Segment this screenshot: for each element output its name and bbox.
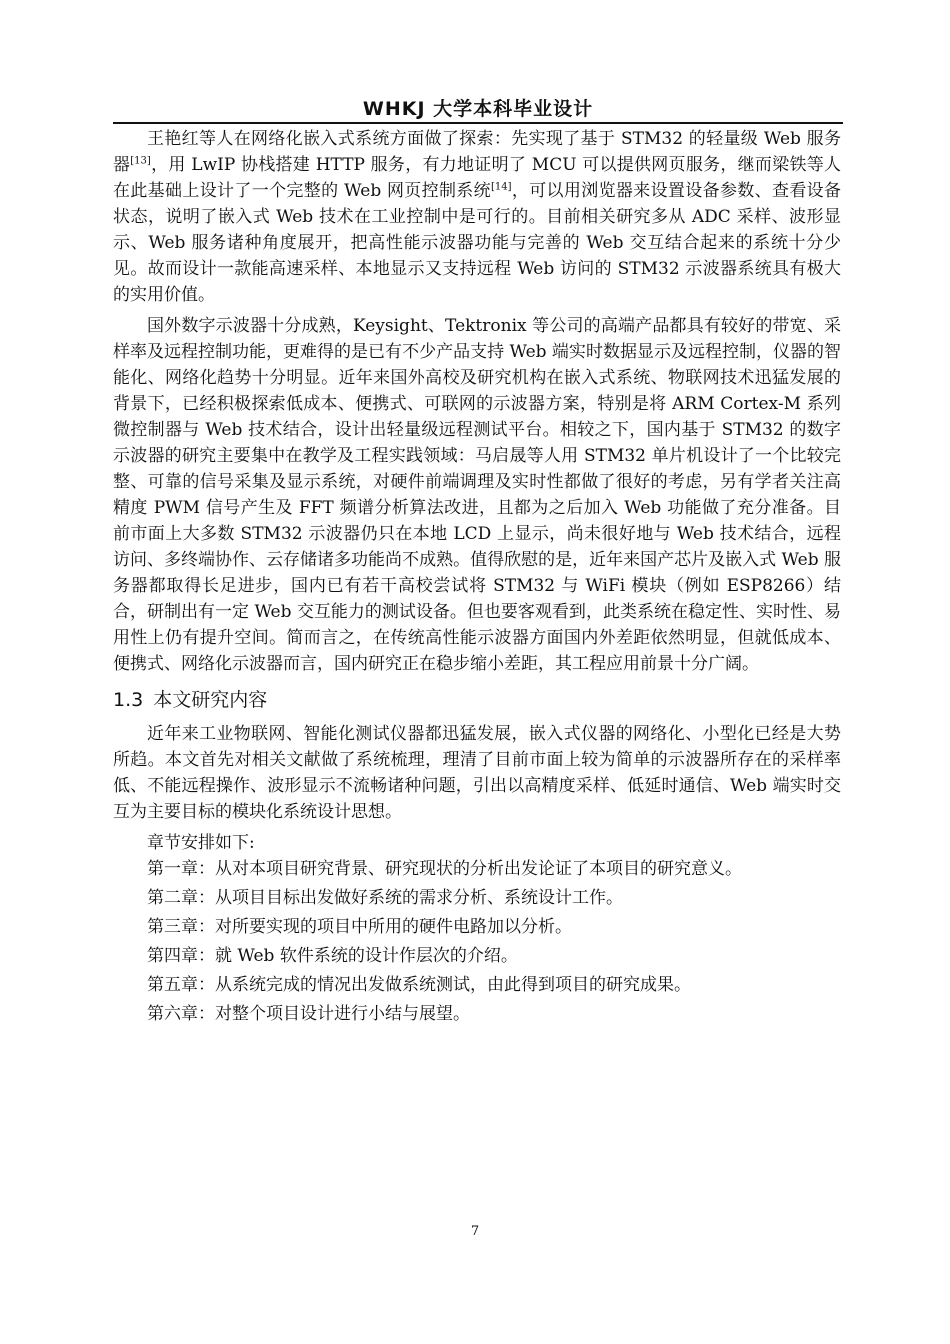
document-body xyxy=(113,126,841,1030)
chapter-item: 第二章：从项目目标出发做好系统的需求分析、系统设计工作。 xyxy=(147,888,623,908)
body-paragraph-2 xyxy=(113,313,841,677)
paragraph-text: ，用 LwIP 协栈搭建 HTTP 服务，有力地证明了 MCU 可以提供网页服务，继而梁铁等人在此基础上设计了一个完整的 Web 网页控制系统 xyxy=(113,155,842,201)
chapter-item: 第四章：就 Web 软件系统的设计作层次的介绍。 xyxy=(147,946,518,966)
chapter-item: 第五章：从系统完成的情况出发做系统测试，由此得到项目的研究成果。 xyxy=(147,975,691,995)
chapter-item: 第六章：对整个项目设计进行小结与展望。 xyxy=(147,1004,470,1024)
citation-marker: [13] xyxy=(130,155,151,167)
page-header-title: WHKJ 大学本科毕业设计 xyxy=(362,98,594,120)
body-paragraph-1 xyxy=(113,126,841,308)
chapter-list xyxy=(113,856,841,1027)
header-divider xyxy=(113,122,843,124)
page-number: 7 xyxy=(470,1224,480,1239)
chapter-item: 第三章：对所要实现的项目中所用的硬件电路加以分析。 xyxy=(147,917,572,937)
chapter-intro: 章节安排如下: xyxy=(147,833,255,853)
paragraph-text: 国外数字示波器十分成熟，Keysight、Tektronix 等公司的高端产品都具有较好的带宽、采样率及远程控制功能，更难得的是已有不少产品支持 Web 端实时数据显示及远程控制，仪器的智能化、网络化趋势十分明显。近年来国外高校及研究机构在嵌入式系统、物联网技术迅猛发展的背景下，已经积极探索低成本、便携式、可联网的示波器方案，特别是将 ARM Cortex-M 系列微控制器与 Web 技术结合，设计出轻量级远程测试平台。相较之下，国内基于 STM32 的数字示波器的研究主要集中在教学及工程实践领域：马启晟等人用 STM32 单片机设计了一个比较完整、可靠的信号采集及显示系统，对硬件前端调理及实时性都做了很好的考虑，另有学者关注高精度 PWM 信号产生及 FFT 频谱分析算法改进，且都为之后加入 Web 功能做了充分准备。目前市面上大多数 STM32 示波器仍只在本地 LCD 上显示，尚未很好地与 Web 技术结合，远程访问、多终端协作、云存储诸多功能尚不成熟。值得欣慰的是，近年来国产芯片及嵌入式 Web 服务器都取得长足进步，国内已有若干高校尝试将 STM32 与 WiFi 模块（例如 ESP8266）结合，研制出有一定 Web 交互能力的测试设备。但也要客观看到，此类系统在稳定性、实时性、易用性上仍有提升空间。简而言之，在传统高性能示波器方面国内外差距依然明显，但就低成本、便携式、网络化示波器而言，国内研究正在稳步缩小差距，其工程应用前景十分广阔。 xyxy=(113,316,841,674)
section-paragraph: 近年来工业物联网、智能化测试仪器都迅猛发展，嵌入式仪器的网络化、小型化已经是大势所趋。本文首先对相关文献做了系统梳理，理清了目前市面上较为简单的示波器所存在的采样率低、不能远程操作、波形显示不流畅诸种问题，引出以高精度采样、低延时通信、Web 端实时交互为主要目标的模块化系统设计思想。 xyxy=(113,724,841,822)
citation-marker: [14] xyxy=(491,181,512,193)
paragraph-text: ，可以用浏览器来设置设备参数、查看设备状态，说明了嵌入式 Web 技术在工业控制中是可行的。目前相关研究多从 ADC 采样、波形显示、Web 服务诸种角度展开，把高性能示波器功能与完善的 Web 交互结合起来的系统十分少见。故而设计一款能高速采样、本地显示又支持远程 Web 访问的 STM32 示波器系统具有极大的实用价值。 xyxy=(113,181,842,305)
section-title-text: 本文研究内容 xyxy=(153,689,268,711)
section-number: 1.3 xyxy=(113,689,144,711)
section-heading xyxy=(113,686,841,714)
chapter-item: 第一章：从对本项目研究背景、研究现状的分析出发论证了本项目的研究意义。 xyxy=(147,859,742,879)
paragraph-text: 王艳红等人在网络化嵌入式系统方面做了探索：先实现了基于 STM32 的轻量级 Web 服务器 xyxy=(113,129,841,175)
